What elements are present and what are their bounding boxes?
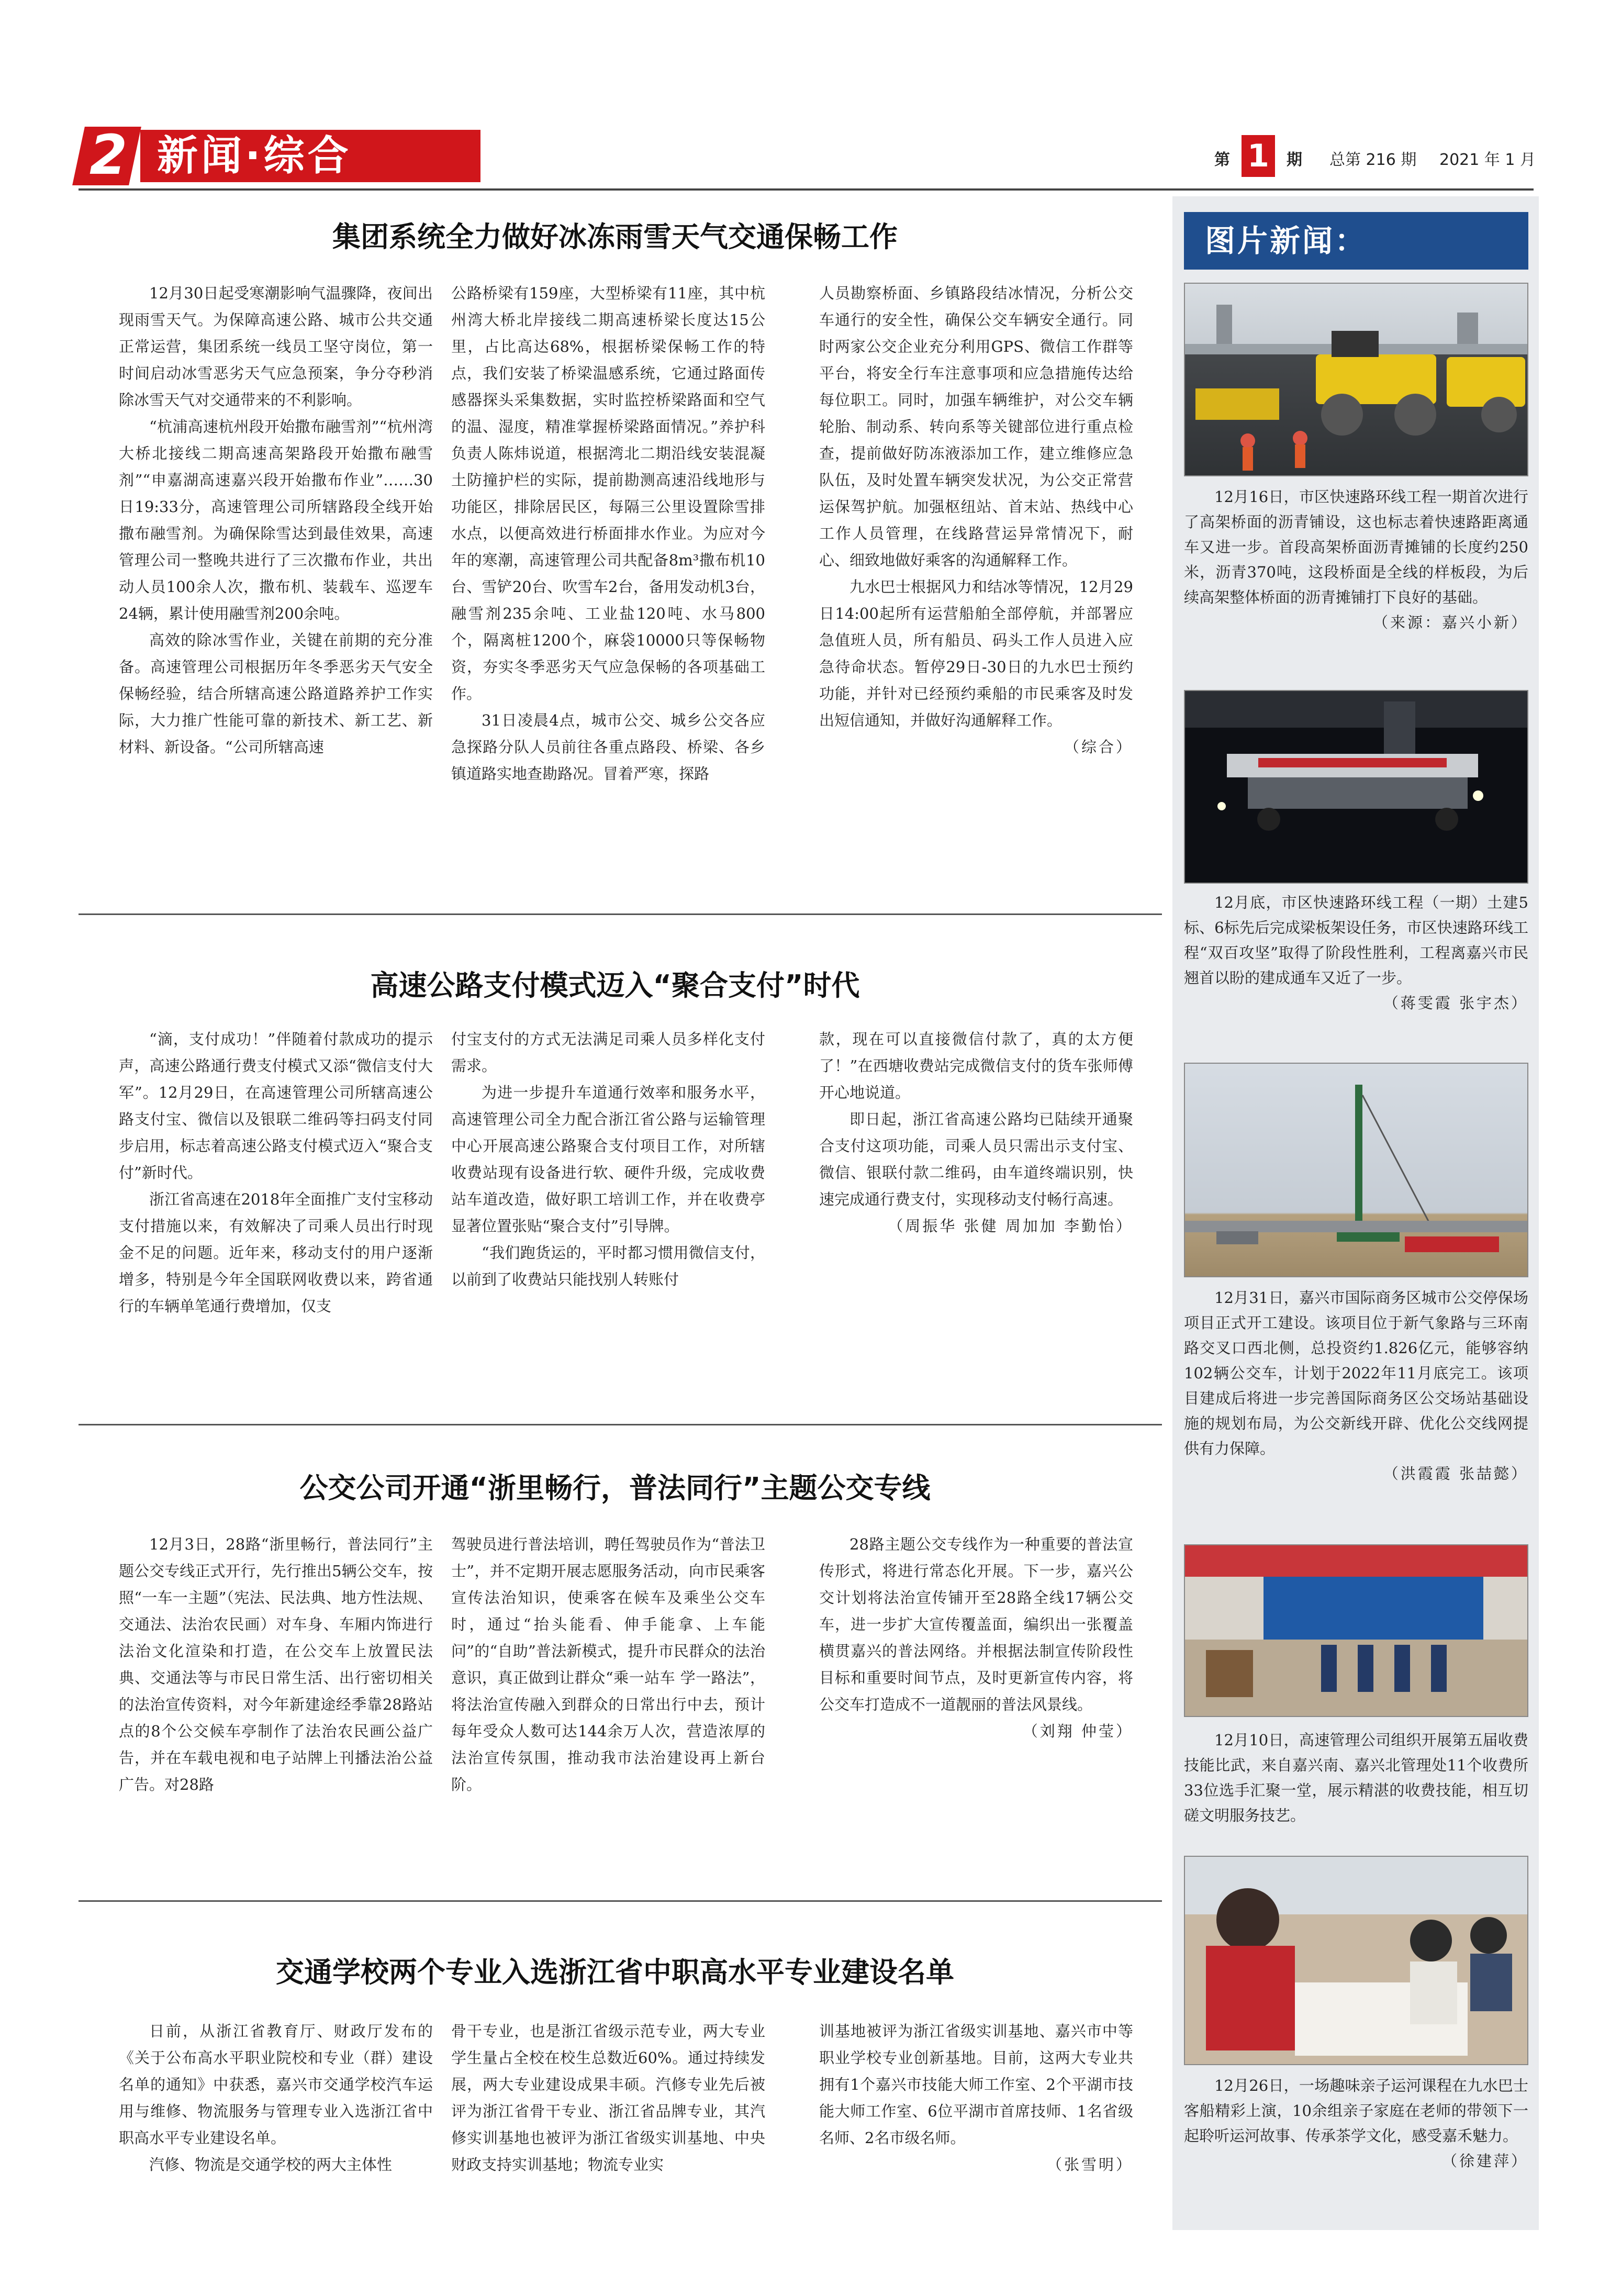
paragraph: 训基地被评为浙江省级实训基地、嘉兴市中等职业学校专业创新基地。目前，这两大专业共拥有1个嘉兴市技能大师工作室、2个平湖市技能大师工作室、6位平湖市首席技师、1名省级名师、2名市级名师。 — [819, 2022, 1133, 2147]
photo-night-beam-erection — [1184, 690, 1528, 884]
photo-caption-5 — [1184, 2073, 1528, 2174]
header-rule — [79, 188, 1534, 191]
issue-prefix: 第 — [1214, 151, 1230, 169]
article-byline: （综合） — [1064, 738, 1133, 756]
paragraph: 人员勘察桥面、乡镇路段结冰情况，分析公交车通行的安全性，确保公交车辆安全通行。同时两家公交企业充分利用GPS、微信工作群等平台，将安全行车注意事项和应急措施传达给每位职工。同时，加强车辆维护，对公交车辆轮胎、制动系、转向系等关键部位进行重点检查，提前做好防冻液添加工作，建立维修应急队伍，及时处置车辆突发状况，为公交正常营运保驾护航。加强枢纽站、首末站、热线中心工作人员管理，在线路营运异常情况下，耐心、细致地做好乘客的沟通解释工作。 — [819, 284, 1133, 569]
paving-scene-illustration — [1185, 284, 1527, 475]
photo-caption-1 — [1184, 484, 1528, 635]
caption-text: 12月16日，市区快速路环线工程一期首次进行了高架桥面的沥青铺设，这也标志着快速路距离通车又进一步。首段高架桥面沥青摊铺的长度约250米，沥青370吨，这段桥面是全线的样板段，为后续高架整体桥面的沥青摊铺打下良好的基础。 — [1184, 488, 1528, 606]
article-divider — [79, 913, 1162, 915]
article-4-column-2 — [451, 2018, 765, 2178]
paragraph: “我们跑货运的，平时都习惯用微信支付，以前到了收费站只能找别人转账付 — [451, 1244, 765, 1288]
caption-text: 12月10日，高速管理公司组织开展第五届收费技能比武，来自嘉兴南、嘉兴北管理处11个收费所33位选手汇聚一堂，展示精湛的收费技能，相互切磋文明服务技艺。 — [1184, 1731, 1528, 1824]
article-2-column-3 — [819, 1026, 1133, 1240]
paragraph: 31日凌晨4点，城市公交、城乡公交各应急探路分队人员前往各重点路段、桥梁、各乡镇道路实地查勘路况。冒着严寒，探路 — [451, 711, 765, 783]
article-title: 公交公司开通“浙里畅行，普法同行”主题公交专线 — [299, 1472, 931, 1504]
classroom-scene-illustration — [1185, 1857, 1527, 2064]
paragraph: 高效的除冰雪作业，关键在前期的充分准备。高速管理公司根据历年冬季恶劣天气安全保畅经验，结合所辖高速公路道路养护工作实际，大力推广性能可靠的新技术、新工艺、新材料、新设备。“公司所辖高速 — [119, 631, 433, 756]
article-title: 交通学校两个专业入选浙江省中职高水平专业建设名单 — [276, 1956, 954, 1989]
paragraph: 日前，从浙江省教育厅、财政厅发布的《关于公布高水平职业院校和专业（群）建设名单的通知》中获悉，嘉兴市交通学校汽车运用与维修、物流服务与管理专业入选浙江省中职高水平专业建设名单。 — [119, 2022, 433, 2147]
article-byline: （刘翔 仲莹） — [1022, 1722, 1133, 1740]
article-4-column-3 — [819, 2018, 1133, 2178]
article-3-column-1 — [119, 1531, 433, 1798]
paragraph: 九水巴士根据风力和结冰等情况，12月29日14:00起所有运营船舶全部停航，并部署应急值班人员，所有船员、码头工作人员进入应急待命状态。暂停29日-30日的九水巴士预约功能，并针对已经预约乘船的市民乘客及时发出短信通知，并做好沟通解释工作。 — [819, 578, 1133, 729]
page-number: 2 — [89, 123, 128, 187]
paragraph: 12月3日，28路“浙里畅行，普法同行”主题公交专线正式开行，先行推出5辆公交车，按照“一车一主题”（宪法、民法典、地方性法规、交通法、法治农民画）对车身、车厢内饰进行法治文化渲染和打造，在公交车上放置民法典、交通法等与市民日常生活、出行密切相关的法治宣传资料，对今年新建途经季靠28路站点的8个公交候车亭制作了法治农民画公益广告，并在车载电视和电子站牌上刊播法治公益广告。对28路 — [119, 1535, 433, 1793]
issue-suffix: 期 — [1287, 151, 1302, 169]
masthead — [79, 120, 1534, 191]
article-1-column-1 — [119, 280, 433, 761]
article-2-column-1 — [119, 1026, 433, 1320]
photo-caption-3 — [1184, 1285, 1528, 1486]
article-2-column-2 — [451, 1026, 765, 1293]
paragraph: 款，现在可以直接微信付款了，真的太方便了！”在西塘收费站完成微信支付的货车张师傅开心地说道。 — [819, 1030, 1133, 1101]
article-divider — [79, 1424, 1162, 1425]
caption-text: 12月26日，一场趣味亲子运河课程在九水巴士客船精彩上演，10余组亲子家庭在老师的带领下一起聆听运河故事、传承茶学文化，感受嘉禾魅力。 — [1184, 2077, 1528, 2145]
paragraph: 驾驶员进行普法培训，聘任驾驶员作为“普法卫士”，并不定期开展志愿服务活动，向市民乘客宣传法治知识，使乘客在候车及乘坐公交车时，通过“抬头能看、伸手能拿、上车能问”的“自助”普法新模式，提升市民群众的法治意识，真正做到让群众“乘一站车 学一路法”，将法治宣传融入到群众的日常出行中去，预计每年受众人数可达144余万人次，营造浓厚的法治宣传氛围，推动我市法治建设再上新台阶。 — [451, 1535, 765, 1793]
paragraph: “杭浦高速杭州段开始撒布融雪剂”“杭州湾大桥北接线二期高速高架路段开始撒布融雪剂”“申嘉湖高速嘉兴段开始撒布作业”……30日19:33分，高速管理公司所辖路段全线开始撒布融雪剂。为确保除雪达到最佳效果，高速管理公司一整晚共进行了三次撒布作业，共出动人员100余人次，撒布机、装载车、巡逻车24辆，累计使用融雪剂200余吨。 — [119, 418, 433, 622]
paragraph: 付宝支付的方式无法满足司乘人员多样化支付需求。 — [451, 1030, 765, 1075]
photo-caption-2 — [1184, 890, 1528, 1016]
section-title: 新闻·综合 — [157, 132, 352, 180]
article-1-column-2 — [451, 280, 765, 787]
photo-canal-parent-child-class — [1184, 1856, 1528, 2065]
paragraph: 12月30日起受寒潮影响气温骤降，夜间出现雨雪天气。为保障高速公路、城市公共交通正常运营，集团系统一线员工坚守岗位，第一时间启动冰雪恶劣天气应急预案，争分夺秒消除冰雪天气对交通带来的不利影响。 — [119, 284, 433, 409]
article-title: 高速公路支付模式迈入“聚合支付”时代 — [370, 969, 860, 1002]
paragraph: “滴，支付成功！”伴随着付款成功的提示声，高速公路通行费支付模式又添“微信支付大军”。12月29日，在高速管理公司所辖高速公路支付宝、微信以及银联二维码等扫码支付同步启用，标志着高速公路支付模式迈入“聚合支付”新时代。 — [119, 1030, 433, 1182]
article-3-column-2 — [451, 1531, 765, 1798]
article-4-column-1 — [119, 2018, 433, 2178]
photo-toll-skills-competition — [1184, 1544, 1528, 1717]
article-title: 集团系统全力做好冰冻雨雪天气交通保畅工作 — [332, 220, 898, 253]
article-byline: （周振华 张健 周加加 李勤怡） — [888, 1217, 1133, 1235]
caption-source: （徐建萍） — [1441, 2152, 1528, 2170]
caption-source: （蒋雯霞 张宇杰） — [1383, 994, 1528, 1012]
issue-number: 1 — [1242, 135, 1275, 177]
crane-scene-illustration — [1185, 1064, 1527, 1276]
paragraph: 公路桥梁有159座，大型桥梁有11座，其中杭州湾大桥北岸接线二期高速桥梁长度达15公里，占比高达68%，根据桥梁保畅工作的特点，我们安装了桥梁温感系统，它通过路面传感器探头采集数据，实时监控桥梁路面和空气的温、湿度，精准掌握桥梁路面情况。”养护科负责人陈炜说道，根据湾北二期沿线安装混凝土防撞护栏的实际，提前勘测高速沿线地形与功能区，排除居民区，每隔三公里设置除雪排水点，以便高效进行桥面排水作业。为应对今年的寒潮，高速管理公司共配备8m³撒布机10台、雪铲20台、吹雪车2台，备用发动机3台，融雪剂235余吨、工业盐120吨、水马800个，隔离桩1200个，麻袋10000只等保畅物资，夯实冬季恶劣天气应急保畅的各项基础工作。 — [451, 284, 765, 703]
sidebar-title: 图片新闻： — [1205, 223, 1368, 259]
issue-date: 2021 年 1 月 — [1439, 151, 1536, 169]
total-issue: 总第 216 期 — [1329, 151, 1417, 169]
article-3-column-3 — [819, 1531, 1133, 1745]
article-divider — [79, 1900, 1162, 1902]
paragraph: 浙江省高速在2018年全面推广支付宝移动支付措施以来，有效解决了司乘人员出行时现金不足的问题。近年来，移动支付的用户逐渐增多，特别是今年全国联网收费以来，跨省通行的车辆单笔通行费增加，仅支 — [119, 1190, 433, 1315]
article-byline: （张雪明） — [1046, 2156, 1133, 2174]
hall-scene-illustration — [1185, 1545, 1527, 1716]
photo-bus-depot-groundbreaking — [1184, 1063, 1528, 1277]
paragraph: 汽修、物流是交通学校的两大主体性 — [149, 2156, 393, 2174]
paragraph: 为进一步提升车道通行效率和服务水平，高速管理公司全力配合浙江省公路与运输管理中心开展高速公路聚合支付项目工作，对所辖收费站现有设备进行软、硬件升级，完成收费站车道改造，做好职工培训工作，并在收费亭显著位置张贴“聚合支付”引导牌。 — [451, 1084, 765, 1235]
issue-info — [1214, 135, 1539, 177]
sidebar-title-bar — [1184, 212, 1528, 270]
paragraph: 28路主题公交专线作为一种重要的普法宣传形式，将进行常态化开展。下一步，嘉兴公交计划将法治宣传铺开至28路全线17辆公交车，进一步扩大宣传覆盖面，编织出一张覆盖横贯嘉兴的普法网络。并根据法制宣传阶段性目标和重要时间节点，及时更新宣传内容，将公交车打造成不一道靓丽的普法风景线。 — [819, 1535, 1133, 1713]
caption-source: （洪霞霞 张喆懿） — [1383, 1465, 1528, 1483]
caption-text: 12月31日，嘉兴市国际商务区城市公交停保场项目正式开工建设。该项目位于新气象路与三环南路交叉口西北侧，总投资约1.826亿元，能够容纳102辆公交车，计划于2022年11月底完工。该项目建成后将进一步完善国际商务区公交场站基础设施的规划布局，为公交新线开辟、优化公交线网提供有力保障。 — [1184, 1289, 1528, 1457]
night-scene-illustration — [1185, 691, 1527, 883]
photo-caption-4 — [1184, 1727, 1528, 1828]
paragraph: 骨干专业，也是浙江省级示范专业，两大专业学生量占全校在校生总数近60%。通过持续发展，两大专业建设成果丰硕。汽修专业先后被评为浙江省骨干专业、浙江省品牌专业，其汽修实训基地也被评为浙江省级实训基地、中央财政支持实训基地；物流专业实 — [451, 2022, 765, 2174]
caption-source: （来源：嘉兴小新） — [1372, 614, 1528, 631]
paragraph: 即日起，浙江省高速公路均已陆续开通聚合支付这项功能，司乘人员只需出示支付宝、微信、银联付款二维码，由车道终端识别，快速完成通行费支付，实现移动支付畅行高速。 — [819, 1110, 1133, 1208]
photo-asphalt-paving — [1184, 283, 1528, 476]
article-1-column-3 — [819, 280, 1133, 761]
caption-text: 12月底，市区快速路环线工程（一期）土建5标、6标先后完成梁板架设任务，市区快速路环线工程“双百攻坚”取得了阶段性胜利，工程离嘉兴市民翘首以盼的建成通车又近了一步。 — [1184, 894, 1528, 987]
